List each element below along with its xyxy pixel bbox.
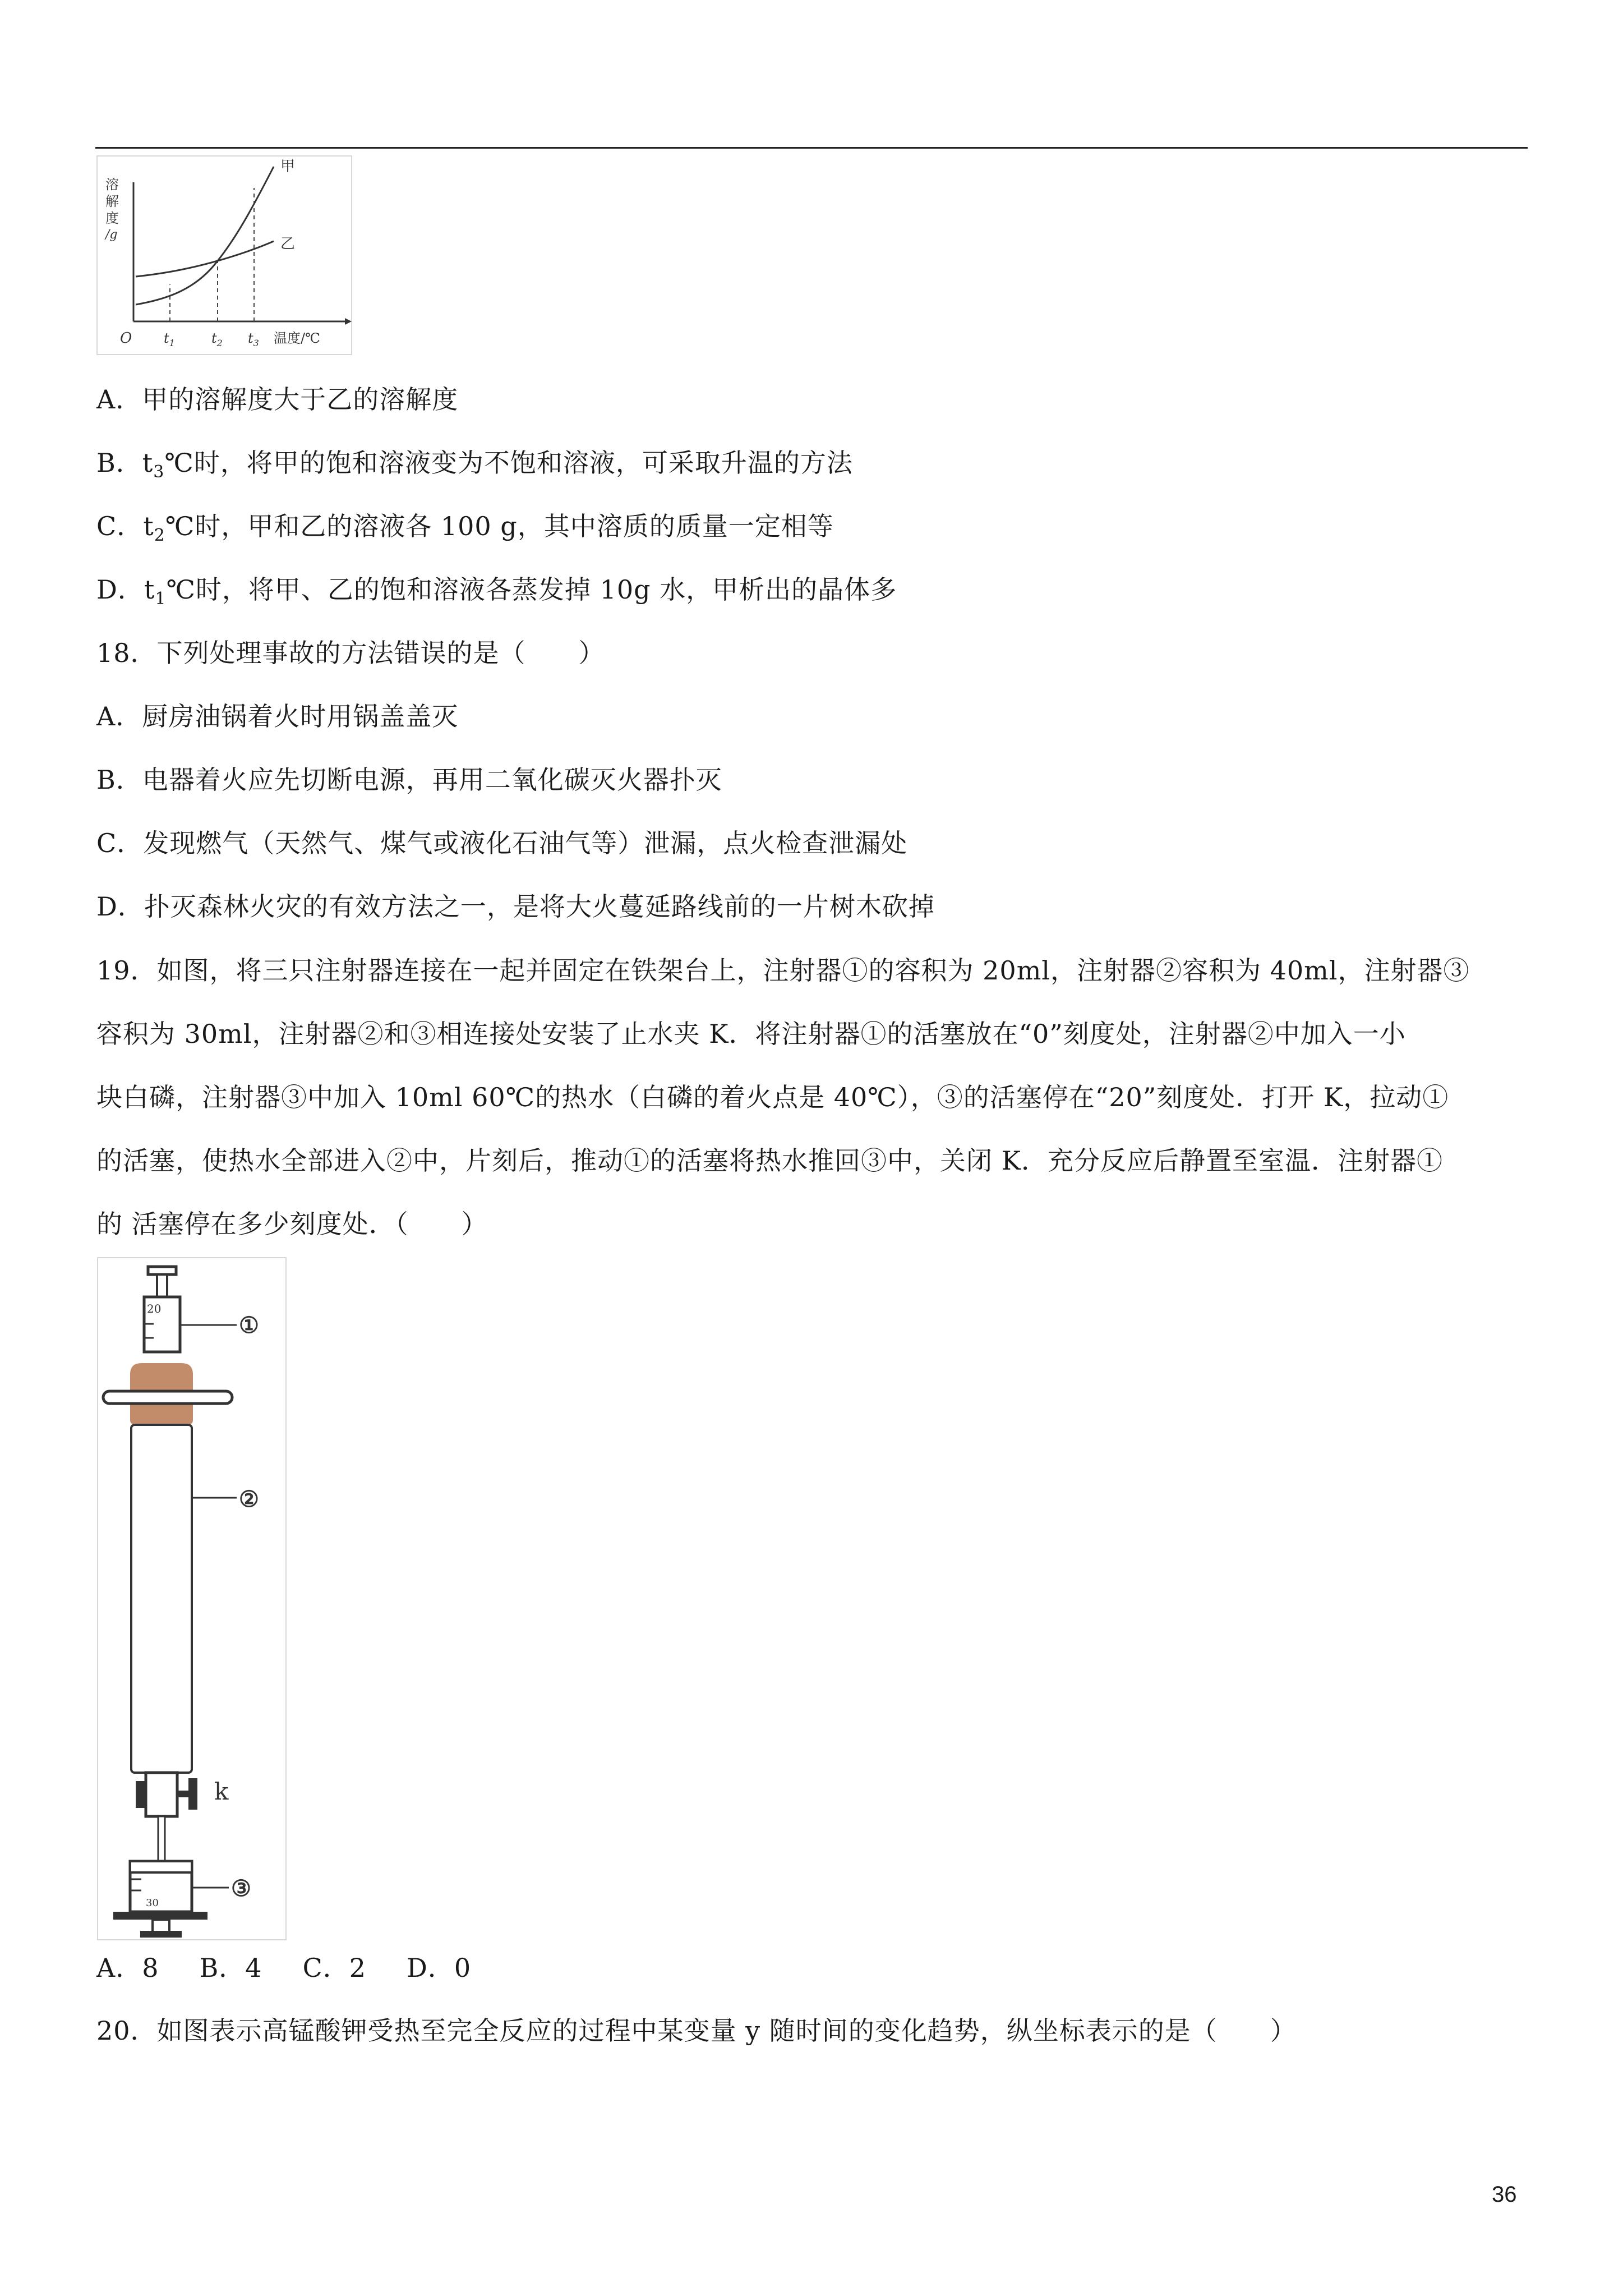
y-axis-label-2: 解 [105,194,119,209]
q19-line-1: 19．如图，将三只注射器连接在一起并固定在铁架台上，注射器①的容积为 20ml，注射器②容积为 40ml，注射器③ [96,955,1470,986]
q19-line-3: 块白磷，注射器③中加入 10ml 60℃的热水（白磷的着火点是 40℃），③的活塞停在“20”刻度处．打开 K，拉动① [96,1082,1449,1112]
valve-handle-left [136,1781,146,1808]
valve-handle-right [188,1778,197,1810]
q18-option-d: D．扑灭森林火灾的有效方法之一，是将大火蔓延路线前的一片树木砍掉 [96,891,935,922]
syringe-3-flange [113,1912,208,1920]
syringe-3-plunger-head [140,1931,182,1938]
q19-option-a: A．8 [96,1953,159,1983]
header-rule [95,147,1528,149]
connector-tube [158,1816,165,1861]
label-syringe-2: ② [239,1486,259,1512]
tick-t1: $t_1$ [164,330,175,348]
q20-stem: 20．如图表示高锰酸钾受热至完全反应的过程中某变量 y 随时间的变化趋势，纵坐标表示的是（ ） [96,2016,1297,2046]
q19-option-c: C．2 [302,1953,367,1983]
curve-jia-label: 甲 [280,158,296,175]
q19-option-b: B．4 [199,1953,262,1983]
syringe-1-plunger-head [148,1267,176,1274]
iron-stand-clamp [103,1391,232,1404]
valve-stem [177,1791,188,1797]
q19-line-2: 容积为 30ml，注射器②和③相连接处安装了止水夹 K．将注射器①的活塞放在“0”刻度处，注射器②中加入一小 [96,1019,1406,1049]
q19-options [96,1951,511,1985]
syringe-1-scale: 20 [147,1302,162,1315]
q17-option-c: C．$t_2℃$时，甲和乙的溶液各 100 g，其中溶质的质量一定相等 [96,511,834,545]
x-axis-label: 温度/℃ [274,330,320,346]
syringe-2-barrel [131,1425,192,1773]
syringe-3-top [130,1861,192,1872]
syringe-1-plunger-rod [157,1274,167,1297]
label-valve-k: k [214,1778,229,1805]
q19-line-5: 的 活塞停在多少刻度处．（ ） [96,1209,488,1239]
syringe-3-scale: 30 [146,1897,159,1909]
y-axis-label-3: 度 [105,210,119,226]
q17-option-d: D．$t_1℃$时，将甲、乙的饱和溶液各蒸发掉 10g 水，甲析出的晶体多 [96,574,897,609]
label-syringe-3: ③ [231,1875,251,1902]
solubility-chart-figure [95,154,353,356]
page-number: 36 [1492,2182,1517,2207]
q18-option-c: C．发现燃气（天然气、煤气或液化石油气等）泄漏，点火检查泄漏处 [96,828,908,858]
y-axis-label-1: 溶 [105,177,119,192]
curve-yi-label: 乙 [280,236,296,252]
q18-stem: 18．下列处理事故的方法错误的是（ ） [96,638,605,668]
q17-option-b: B．$t_3℃$时，将甲的饱和溶液变为不饱和溶液，可采取升温的方法 [96,448,853,482]
q17-option-a: A．甲的溶解度大于乙的溶解度 [96,384,459,415]
origin-label: O [120,330,132,347]
figure-frame [97,156,352,355]
label-syringe-1: ① [239,1312,259,1338]
y-axis-label-unit: /g [105,228,118,242]
x-axis-arrow [345,318,352,325]
valve-k-body [146,1773,177,1816]
q19-option-d: D．0 [407,1953,472,1983]
tick-t3: $t_3$ [248,330,259,348]
q19-line-4: 的活塞，使热水全部进入②中，片刻后，推动①的活塞将热水推回③中，关闭 K．充分反应后静置至室温．注射器① [96,1145,1443,1176]
curve-yi [136,241,274,277]
q18-option-a: A．厨房油锅着火时用锅盖盖灭 [96,701,459,731]
q18-option-b: B．电器着火应先切断电源，再用二氧化碳灭火器扑灭 [96,765,722,795]
tick-t2: $t_2$ [211,330,223,348]
syringe-apparatus-figure [96,1257,287,1941]
curve-jia [136,167,274,305]
